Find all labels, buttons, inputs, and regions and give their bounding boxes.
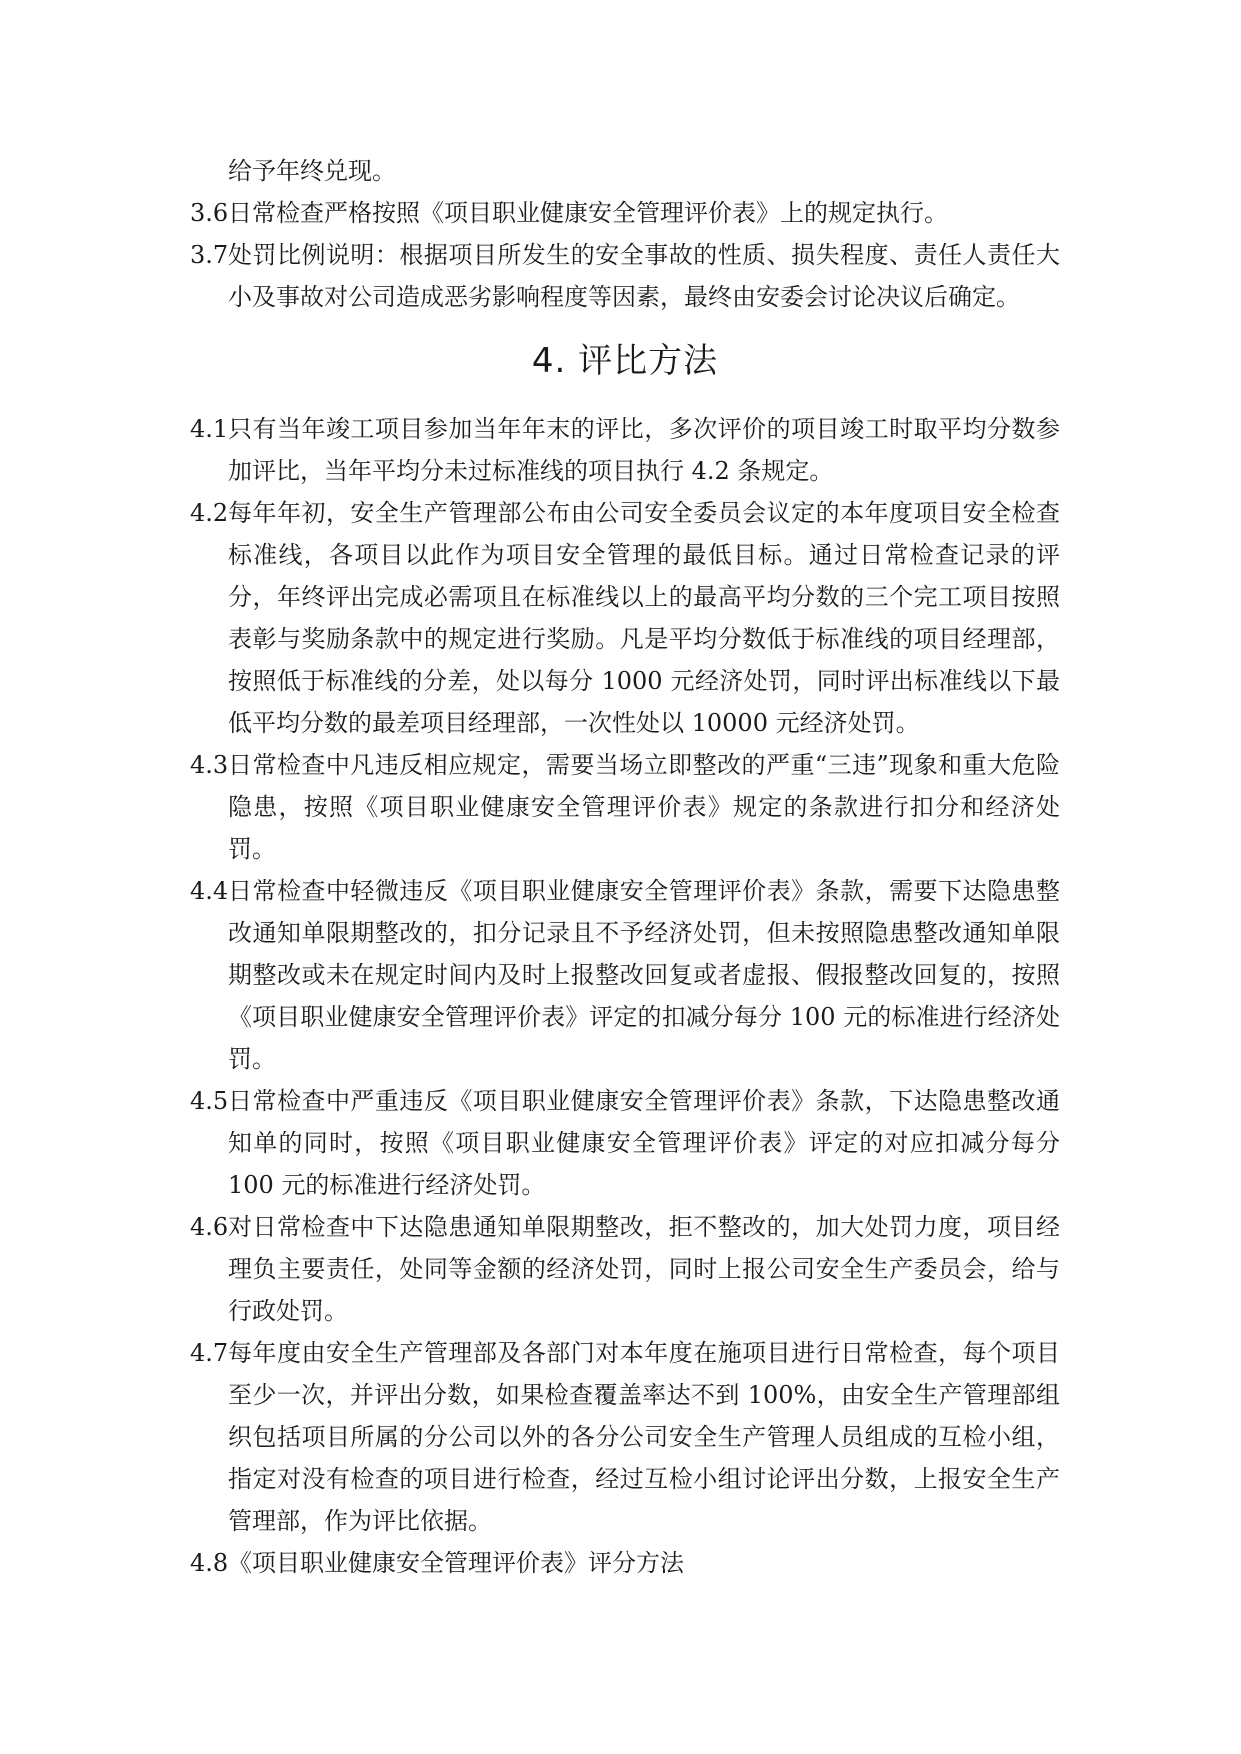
clause-4-7 xyxy=(190,1332,1060,1542)
clause-text: 每年度由安全生产管理部及各部门对本年度在施项目进行日常检查，每个项目至少一次，并评出分数，如果检查覆盖率达不到 100%，由安全生产管理部组织包括项目所属的分公司以外的各分公司安全生产管理人员组成的互检小组，指定对没有检查的项目进行检查，经过互检小组讨论评出分数，上报安全生产管理部，作为评比依据。 xyxy=(228,1339,1060,1535)
clause-text: 对日常检查中下达隐患通知单限期整改，拒不整改的，加大处罚力度，项目经理负主要责任，处同等金额的经济处罚，同时上报公司安全生产委员会，给与行政处罚。 xyxy=(228,1213,1060,1325)
clause-text: 《项目职业健康安全管理评价表》评分方法 xyxy=(228,1549,684,1577)
clause-text: 日常检查中严重违反《项目职业健康安全管理评价表》条款，下达隐患整改通知单的同时，按照《项目职业健康安全管理评价表》评定的对应扣减分每分 100 元的标准进行经济处罚。 xyxy=(228,1087,1060,1199)
clause-4-4 xyxy=(190,870,1060,1080)
clause-3-7 xyxy=(190,234,1060,318)
clause-number: 4.8 xyxy=(190,1549,229,1577)
clause-number: 4.7 xyxy=(190,1339,229,1367)
clause-text: 只有当年竣工项目参加当年年末的评比，多次评价的项目竣工时取平均分数参加评比，当年平均分未过标准线的项目执行 4.2 条规定。 xyxy=(228,415,1060,485)
clause-4-1 xyxy=(190,408,1060,492)
clause-4-8 xyxy=(190,1542,1060,1584)
clause-number: 4.3 xyxy=(190,751,229,779)
clause-text: 处罚比例说明：根据项目所发生的安全事故的性质、损失程度、责任人责任大小及事故对公司造成恶劣影响程度等因素，最终由安委会讨论决议后确定。 xyxy=(228,241,1060,311)
clause-4-2 xyxy=(190,492,1060,744)
clause-3-5-continuation xyxy=(190,150,1060,192)
clause-number: 4.2 xyxy=(190,499,229,527)
clause-text: 日常检查严格按照《项目职业健康安全管理评价表》上的规定执行。 xyxy=(228,199,948,227)
clause-4-6 xyxy=(190,1206,1060,1332)
clause-number: 3.7 xyxy=(190,241,229,269)
section-heading: 4. 评比方法 xyxy=(531,341,719,381)
document-body xyxy=(190,150,1060,1584)
clause-number: 4.5 xyxy=(190,1087,229,1115)
clause-number: 4.6 xyxy=(190,1213,229,1241)
clause-text: 日常检查中轻微违反《项目职业健康安全管理评价表》条款，需要下达隐患整改通知单限期整改的，扣分记录且不予经济处罚，但未按照隐患整改通知单限期整改或未在规定时间内及时上报整改回复或者虚报、假报整改回复的，按照《项目职业健康安全管理评价表》评定的扣减分每分 100 元的标准进行经济处罚。 xyxy=(228,877,1060,1073)
clause-text: 每年年初，安全生产管理部公布由公司安全委员会议定的本年度项目安全检查标准线，各项目以此作为项目安全管理的最低目标。通过日常检查记录的评分，年终评出完成必需项且在标准线以上的最高平均分数的三个完工项目按照表彰与奖励条款中的规定进行奖励。凡是平均分数低于标准线的项目经理部，按照低于标准线的分差，处以每分 1000 元经济处罚，同时评出标准线以下最低平均分数的最差项目经理部，一次性处以 10000 元经济处罚。 xyxy=(228,499,1060,737)
clause-number: 4.1 xyxy=(190,415,229,443)
clause-number: 3.6 xyxy=(190,199,229,227)
clause-text: 给予年终兑现。 xyxy=(228,157,396,185)
clause-4-5 xyxy=(190,1080,1060,1206)
clause-number: 4.4 xyxy=(190,877,229,905)
clause-3-6 xyxy=(190,192,1060,234)
clause-4-3 xyxy=(190,744,1060,870)
clause-text: 日常检查中凡违反相应规定，需要当场立即整改的严重“三违”现象和重大危险隐患，按照《项目职业健康安全管理评价表》规定的条款进行扣分和经济处罚。 xyxy=(228,751,1060,863)
